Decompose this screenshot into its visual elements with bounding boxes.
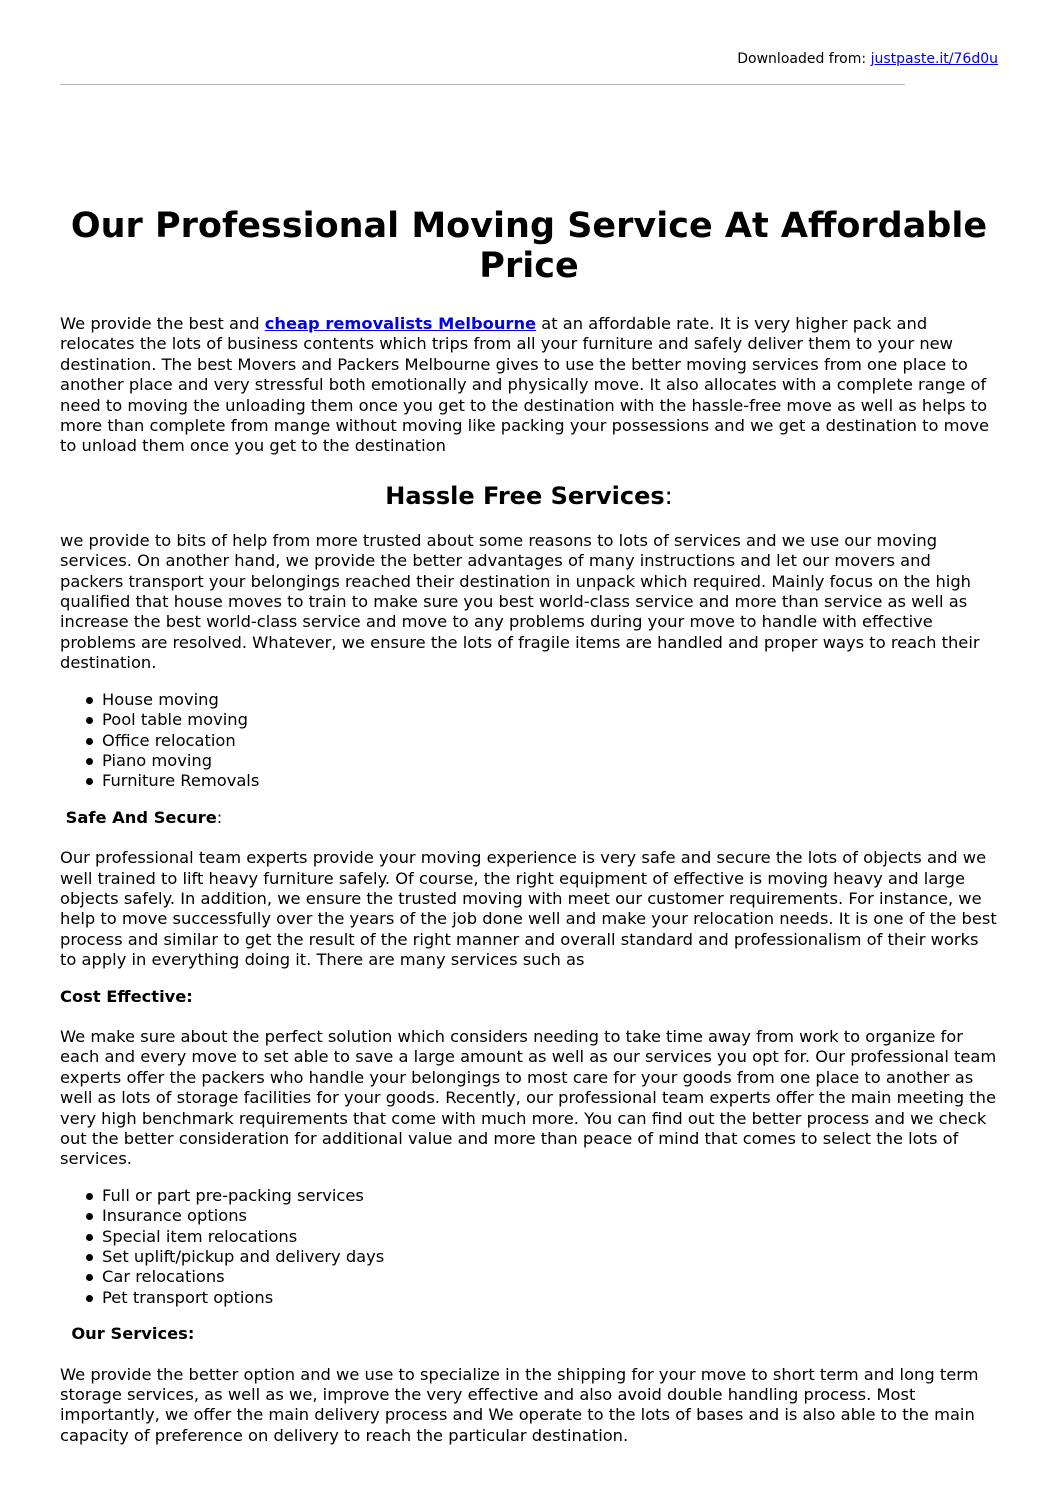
our-services-heading: Our Services:: [60, 1324, 195, 1344]
header-divider: [60, 84, 905, 85]
list-item: Pet transport options: [102, 1288, 998, 1308]
list-item: Furniture Removals: [102, 771, 998, 791]
list-item: Full or part pre-packing services: [102, 1186, 998, 1206]
safe-secure-heading: Safe And Secure:: [60, 807, 223, 827]
article: [60, 206, 998, 1446]
option-list: [60, 1186, 998, 1308]
source-link[interactable]: justpaste.it/76d0u: [870, 51, 998, 67]
intro-paragraph: We provide the best and cheap removalists Melbourne at an affordable rate. It is very higher pack and relocates the lots of business contents which trips from all your furniture and safely deliver them to your new destination. The best Movers and Packers Melbourne gives to use the better moving services from one place to another place and very stressful both emotionally and physically move. It also allocates with a complete range of need to moving the unloading them once you get to the destination with the hassle-free move as well as helps to more than complete from mange without moving like packing your possessions and we get a destination to move to unload them once you get to the destination: [60, 314, 990, 456]
list-item: Car relocations: [102, 1267, 998, 1287]
list-item: Special item relocations: [102, 1227, 998, 1247]
hassle-free-paragraph: we provide to bits of help from more trusted about some reasons to lots of services and we use our moving services. On another hand, we provide the better advantages of many instructions and let our movers and packers transport your belongings reached their destination in unpack which required. Mainly focus on the high qualified that house moves to train to make sure you best world-class service and more than service as well as increase the best world-class service and move to any problems during your move to handle with effective problems are resolved. Whatever, we ensure the lots of fragile items are handled and proper ways to reach their destination.: [60, 530, 980, 673]
service-list: [60, 690, 998, 792]
download-source: [737, 50, 998, 68]
safe-secure-paragraph: Our professional team experts provide your moving experience is very safe and secure the lots of objects and we well trained to lift heavy furniture safely. Of course, the right equipment of effective is moving heavy and large objects safely. In addition, we ensure the trusted moving with meet our customer requirements. For instance, we help to move successfully over the years of the job done well and make your relocation needs. It is one of the best process and similar to get the result of the right manner and overall standard and professionalism of their works to apply in everything doing it. There are many services such as: [60, 848, 997, 970]
cost-effective-heading: Cost Effective:: [60, 986, 193, 1006]
cost-effective-paragraph: We make sure about the perfect solution which considers needing to take time away from work to organize for each and every move to set able to save a large amount as well as our services you opt for. Our professional team experts offer the packers who handle your belongings to most care for your goods from one place to another as well as lots of storage facilities for your goods. Recently, our professional team experts offer the main meeting the very high benchmark requirements that come with much more. You can find out the better process and we check out the better consideration for additional value and more than peace of mind that comes to select the lots of services.: [60, 1026, 997, 1169]
list-item: Pool table moving: [102, 710, 998, 730]
list-item: Insurance options: [102, 1206, 998, 1226]
list-item: Piano moving: [102, 751, 998, 771]
hassle-free-heading: Hassle Free Services:: [385, 481, 673, 510]
list-item: House moving: [102, 690, 998, 710]
list-item: Set uplift/pickup and delivery days: [102, 1247, 998, 1267]
removalists-link[interactable]: cheap removalists Melbourne: [264, 314, 537, 333]
page-title: Our Professional Moving Service At Affordable Price: [70, 206, 988, 286]
download-source-label: Downloaded from:: [737, 51, 871, 67]
list-item: Office relocation: [102, 731, 998, 751]
our-services-paragraph: We provide the better option and we use to specialize in the shipping for your move to short term and long term storage services, as well as we, improve the very effective and also avoid double handling process. Most importantly, we offer the main delivery process and We operate to the lots of bases and is also able to the main capacity of preference on delivery to reach the particular destination.: [60, 1364, 979, 1445]
